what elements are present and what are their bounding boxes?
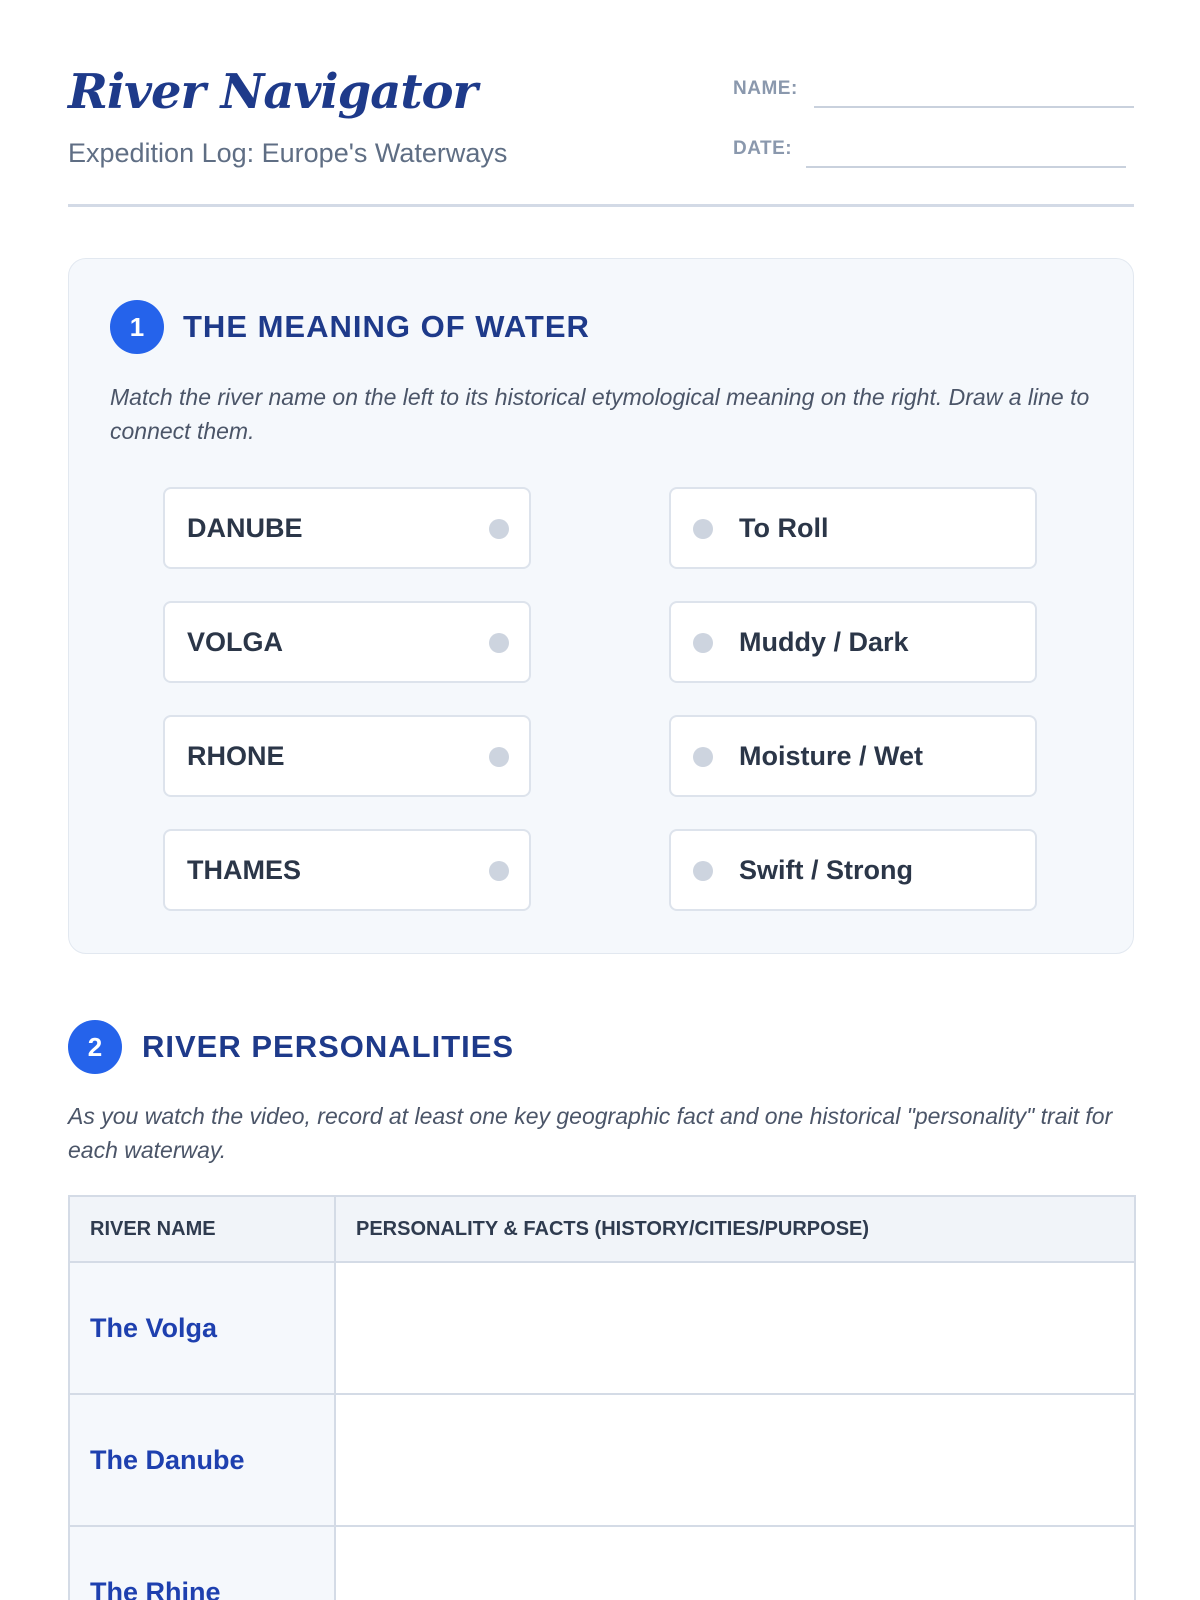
notes-cell[interactable] bbox=[335, 1526, 1135, 1600]
match-left-item[interactable] bbox=[163, 601, 531, 683]
connector-dot[interactable] bbox=[489, 747, 509, 767]
column-header-personality: PERSONALITY & FACTS (HISTORY/CITIES/PURPOSE) bbox=[335, 1196, 1135, 1262]
connector-dot[interactable] bbox=[693, 519, 713, 539]
date-label: DATE: bbox=[733, 138, 793, 159]
match-left-label: THAMES bbox=[187, 855, 301, 885]
date-field-row bbox=[733, 128, 1134, 168]
river-name-cell: The Danube bbox=[69, 1394, 335, 1526]
section-instructions: Match the river name on the left to its historical etymological meaning on the right. Draw a line to connect them. bbox=[110, 384, 1090, 444]
date-field[interactable] bbox=[806, 166, 1126, 168]
match-right-label: Swift / Strong bbox=[739, 855, 913, 885]
name-label: NAME: bbox=[733, 78, 798, 99]
worksheet-header bbox=[68, 0, 1134, 207]
river-personalities-table bbox=[68, 1195, 1136, 1600]
section-title: RIVER PERSONALITIES bbox=[142, 1029, 515, 1064]
column-header-river-name: RIVER NAME bbox=[69, 1196, 335, 1262]
worksheet-subtitle: Expedition Log: Europe's Waterways bbox=[68, 138, 508, 168]
section-title: THE MEANING OF WATER bbox=[183, 309, 590, 344]
match-left-label: VOLGA bbox=[187, 627, 284, 657]
river-name-cell: The Rhine bbox=[69, 1526, 335, 1600]
worksheet-title: River Navigator bbox=[68, 64, 477, 120]
match-left-item[interactable] bbox=[163, 715, 531, 797]
connector-dot[interactable] bbox=[693, 633, 713, 653]
match-right-item[interactable] bbox=[669, 601, 1037, 683]
section-number-badge: 1 bbox=[110, 300, 164, 354]
river-name-cell: The Volga bbox=[69, 1262, 335, 1394]
match-right-item[interactable] bbox=[669, 487, 1037, 569]
worksheet-page bbox=[68, 0, 1134, 1600]
match-right-label: To Roll bbox=[739, 513, 829, 543]
connector-dot[interactable] bbox=[489, 519, 509, 539]
table-row bbox=[69, 1526, 1135, 1600]
connector-dot[interactable] bbox=[693, 861, 713, 881]
section-number-badge: 2 bbox=[68, 1020, 122, 1074]
connector-dot[interactable] bbox=[693, 747, 713, 767]
name-field-row bbox=[733, 68, 1134, 108]
connector-dot[interactable] bbox=[489, 861, 509, 881]
connector-dot[interactable] bbox=[489, 633, 509, 653]
match-left-label: DANUBE bbox=[187, 513, 303, 543]
table-row bbox=[69, 1394, 1135, 1526]
match-right-label: Moisture / Wet bbox=[739, 741, 924, 771]
match-right-item[interactable] bbox=[669, 715, 1037, 797]
table-header-row bbox=[69, 1196, 1135, 1262]
table-row bbox=[69, 1262, 1135, 1394]
notes-cell[interactable] bbox=[335, 1262, 1135, 1394]
name-field[interactable] bbox=[814, 106, 1134, 108]
match-right-item[interactable] bbox=[669, 829, 1037, 911]
match-left-item[interactable] bbox=[163, 487, 531, 569]
match-left-item[interactable] bbox=[163, 829, 531, 911]
match-left-label: RHONE bbox=[187, 741, 285, 771]
match-right-label: Muddy / Dark bbox=[739, 627, 909, 657]
section-instructions: As you watch the video, record at least one key geographic fact and one historical "personality" trait for each waterway. bbox=[68, 1103, 1113, 1163]
notes-cell[interactable] bbox=[335, 1394, 1135, 1526]
matching-section bbox=[68, 258, 1134, 954]
